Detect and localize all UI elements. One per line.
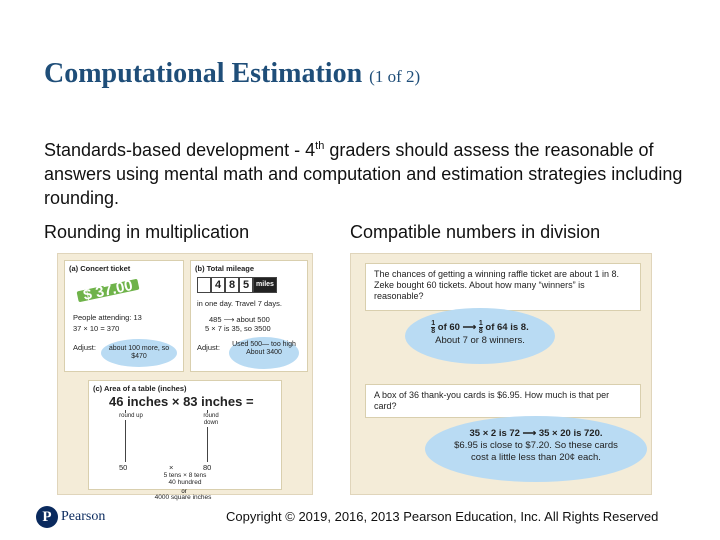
card-c-header: (c) Area of a table (inches) (93, 384, 187, 393)
odometer-digit (197, 277, 211, 293)
area-work-line: 40 hundred (168, 478, 202, 486)
raffle-answer-line2: About 7 or 8 winners. (435, 335, 525, 346)
area-result-line: or (181, 489, 187, 495)
mileage-round: 485 ⟶ about 500 (209, 315, 270, 324)
area-work (89, 473, 281, 486)
cards-answer-line2: $6.95 is close to $7.20. So these cards cost a little less than 20¢ each. (454, 440, 618, 463)
body-text-pre: Standards-based development - 4 (44, 140, 316, 160)
rounding-figure (57, 253, 313, 495)
area-work-line: 5 tens × 8 tens (163, 472, 207, 479)
price-tag: $ 37.00 (77, 279, 140, 303)
odometer (197, 277, 277, 293)
round-up-label: round up (117, 413, 145, 420)
odometer-digit: 4 (211, 277, 225, 293)
round-down-label: round down (197, 413, 225, 427)
adjust-label-b: Adjust: (197, 343, 220, 352)
times-sign: × (169, 463, 174, 472)
raffle-answer-bubble (405, 308, 555, 364)
fraction-denominator: 8 (431, 328, 436, 335)
cards-answer-bubble (425, 416, 647, 482)
division-figure (350, 253, 652, 495)
fraction-denominator: 8 (478, 328, 483, 335)
area-expression: 46 inches × 83 inches = (109, 394, 254, 409)
odometer-digit: 5 (239, 277, 253, 293)
adjust-label-a: Adjust: (73, 343, 96, 352)
table-area-card (88, 380, 282, 490)
fraction-numerator: 1 (431, 320, 436, 327)
pearson-logo-text: Pearson (61, 509, 106, 524)
adjust-bubble-b: Used 500— too high About 3400 (229, 337, 299, 369)
fraction-one-eighth (479, 320, 483, 335)
left-column-heading: Rounding in multiplication (44, 222, 250, 242)
odometer-miles: miles (253, 277, 277, 293)
raffle-answer-line1 (405, 320, 555, 335)
title-suffix: (1 of 2) (369, 67, 421, 86)
card-b-header: (b) Total mileage (195, 264, 255, 273)
slide-title (44, 58, 420, 90)
travel-days: in one day. Travel 7 days. (197, 299, 282, 308)
body-paragraph (44, 134, 684, 210)
copyright-notice: Copyright © 2019, 2016, 2013 Pearson Education, Inc. All Rights Reserved (226, 509, 659, 524)
ticket-product: 37 × 10 = 370 (73, 324, 120, 333)
pearson-logo (36, 506, 105, 528)
area-result-final: 4000 square inches (154, 494, 212, 501)
cards-question: A box of 36 thank-you cards is $6.95. How much is that per card? (365, 384, 641, 418)
total-mileage-card (190, 260, 308, 372)
card-a-header: (a) Concert ticket (69, 264, 131, 273)
odometer-digit: 8 (225, 277, 239, 293)
fraction-one-eighth (431, 320, 435, 335)
people-attending: People attending: 13 (73, 313, 142, 322)
rounded-value-1: 50 (119, 463, 128, 472)
adjust-bubble-a: about 100 more, so $470 (101, 339, 177, 367)
right-column-heading: Compatible numbers in division (350, 222, 601, 242)
cards-answer-line1: 35 × 2 is 72 ⟶ 35 × 20 is 720. (469, 428, 603, 439)
concert-ticket-card (64, 260, 184, 372)
fraction-numerator: 1 (478, 320, 483, 327)
raffle-answer-end: of 64 is 8. (485, 322, 529, 334)
body-text-post: graders should assess the reasonable of answers using mental math and computation and estimation strategies including rounding. (44, 140, 683, 208)
body-superscript: th (315, 140, 325, 152)
mileage-product: 5 × 7 is 35, so 3500 (205, 324, 271, 333)
pearson-logo-icon: P (36, 506, 58, 528)
title-text: Computational Estimation (44, 58, 363, 89)
rounded-value-2: 80 (203, 463, 212, 472)
raffle-answer-mid: of 60 ⟶ (437, 322, 477, 334)
raffle-question: The chances of getting a winning raffle ticket are about 1 in 8. Zeke bought 60 tickets. About how many “winners” is reasonable? (365, 263, 641, 311)
